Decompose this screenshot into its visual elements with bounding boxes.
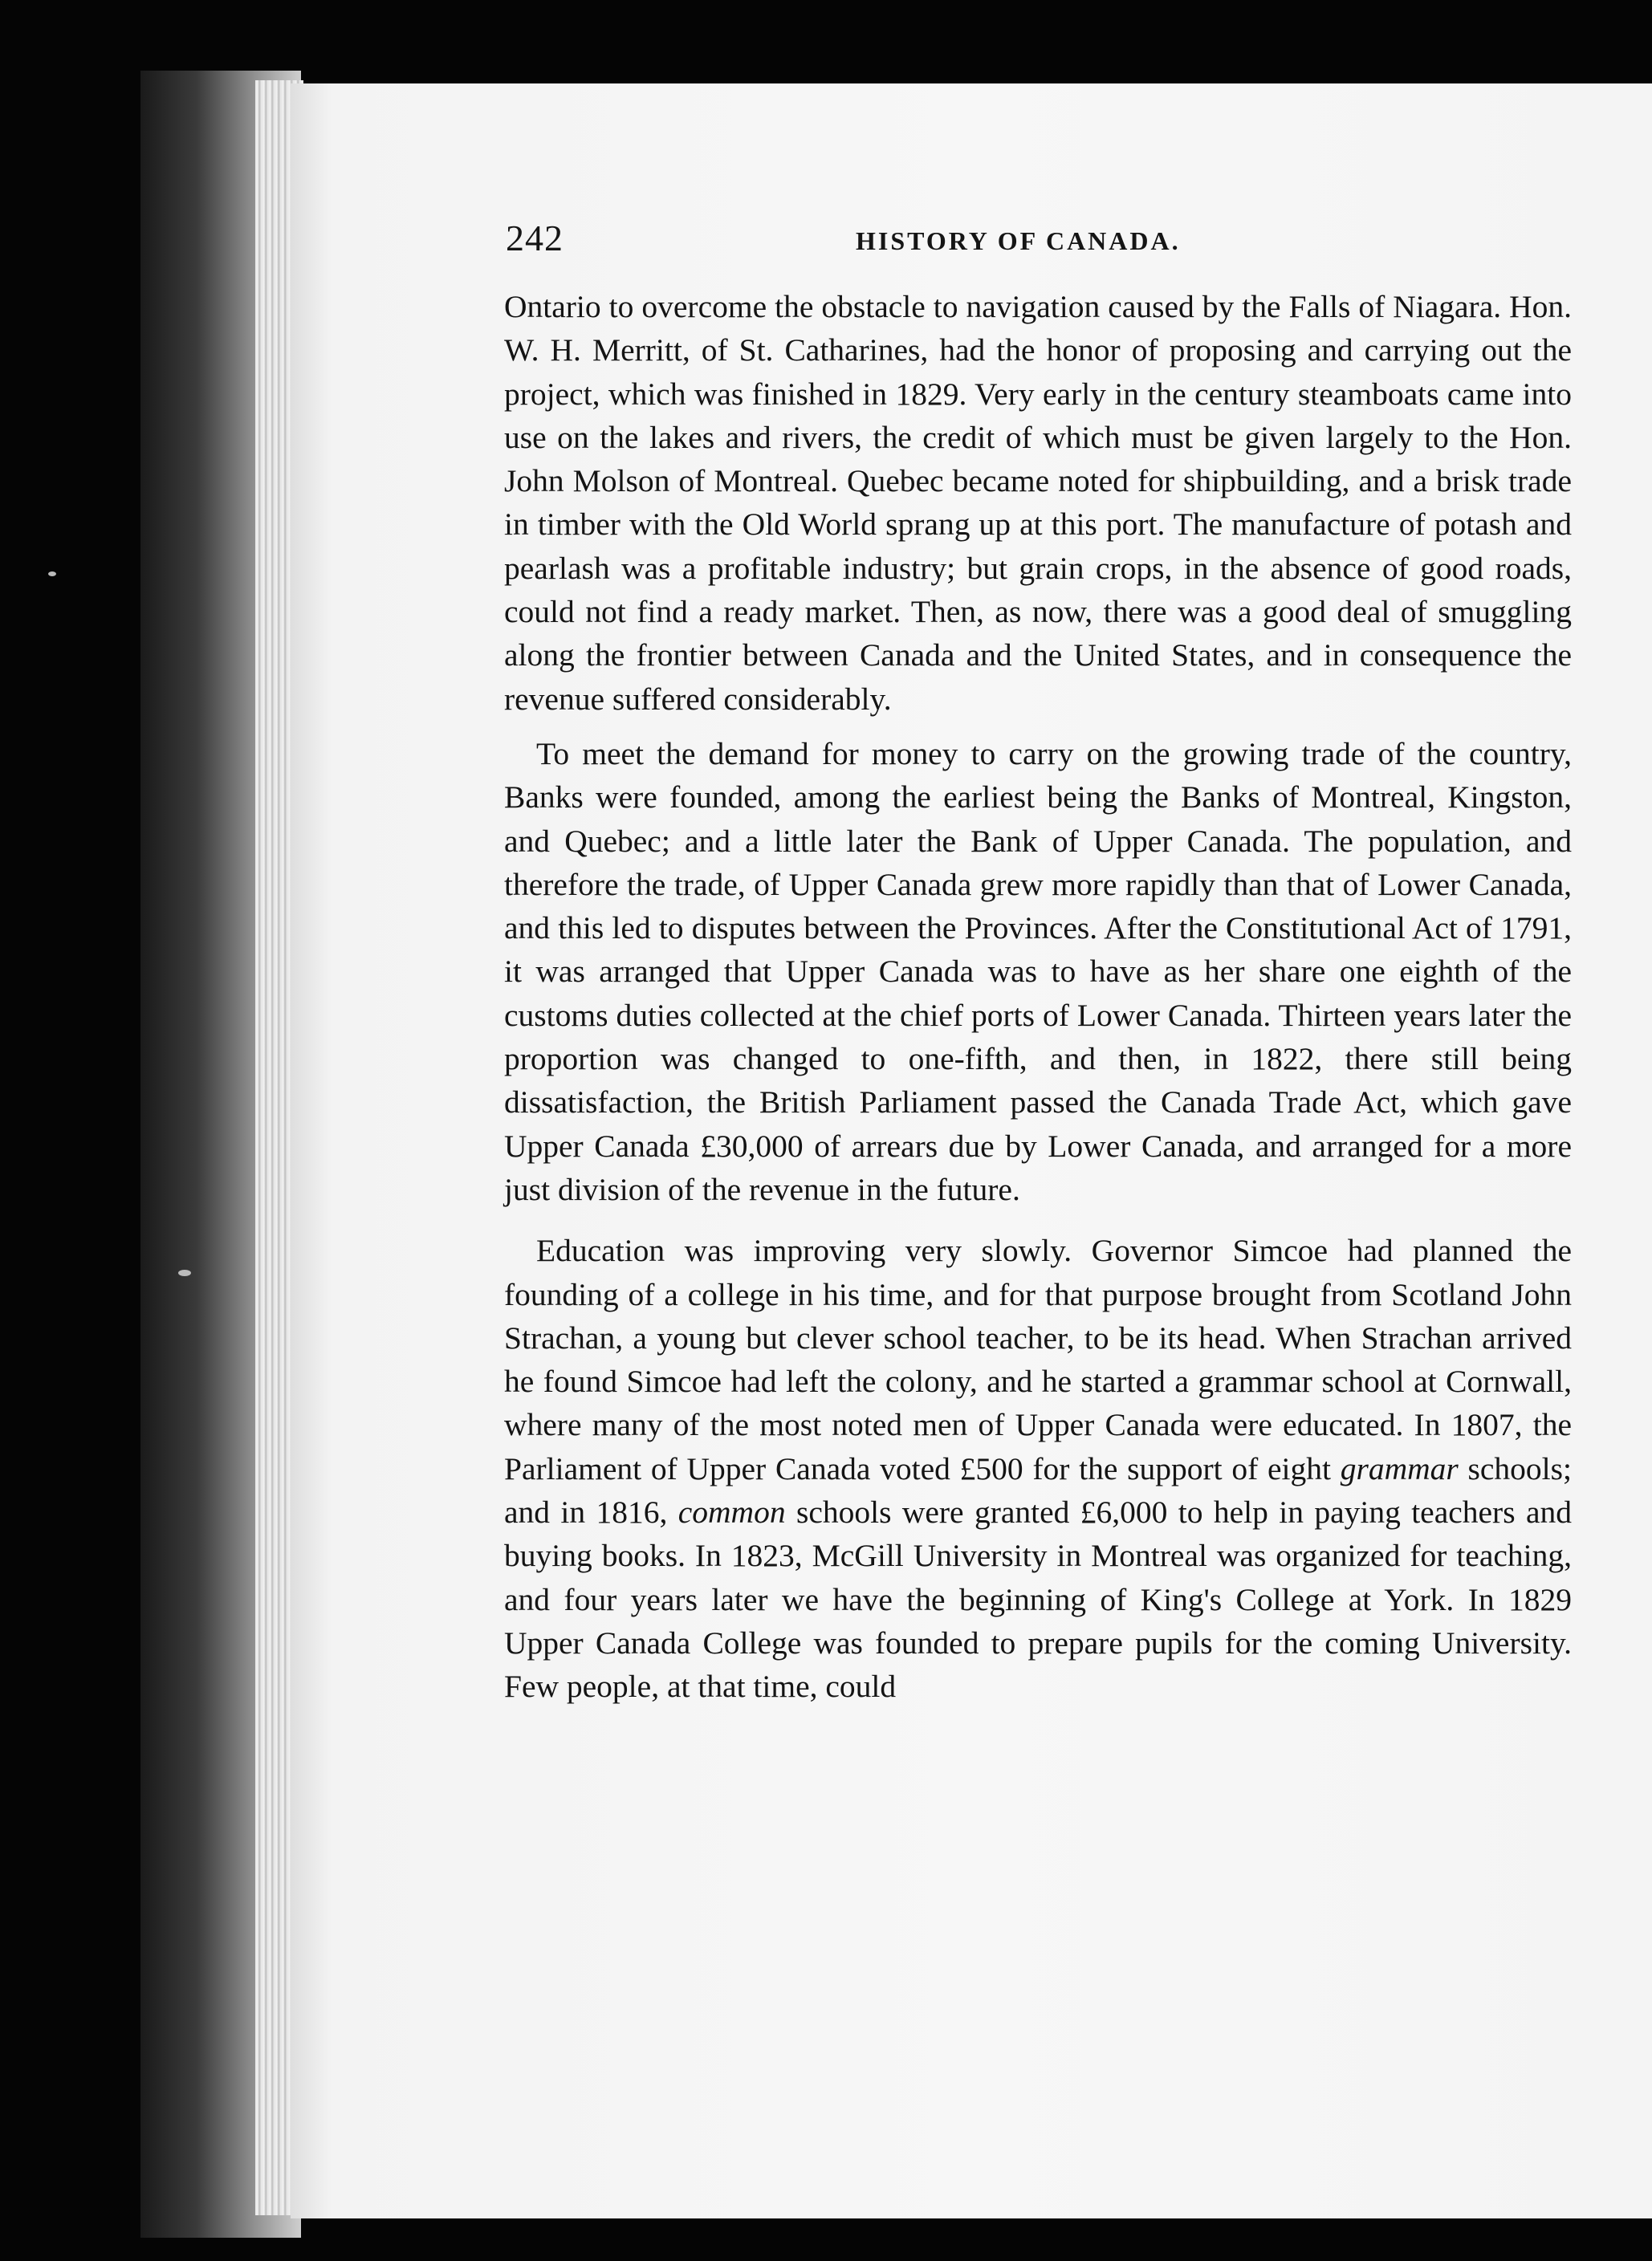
running-head: HISTORY OF CANADA. <box>856 226 1181 255</box>
body-text <box>504 285 1572 1709</box>
paragraph-3-part-a: Education was improving very slowly. Governor Simcoe had planned the founding of a college in his time, and for that purpose brought from Scotland John Strachan, a young but clever school teacher, to be its head. When Strachan arrived he found Simcoe had left the colony, and he started a grammar school at Cornwall, where many of the most noted men of Upper Canada were educated. In 1807, the Parliament of Upper Canada voted £500 for the support of eight <box>504 1233 1572 1486</box>
paragraph-3 <box>504 1229 1572 1708</box>
paragraph-2: To meet the demand for money to carry on the growing trade of the country, Banks were founded, among the earliest being the Banks of Montreal, Kingston, and Quebec; and a little later the Bank of Upper Canada. The population, and therefore the trade, of Upper Canada grew more rapidly than that of Lower Canada, and this led to disputes between the Provinces. After the Constitutional Act of 1791, it was arranged that Upper Canada was to have as her share one eighth of the customs duties collected at the chief ports of Lower Canada. Thirteen years later the proportion was changed to one-fifth, and then, in 1822, there still being dissatisfaction, the British Parliament passed the Canada Trade Act, which gave Upper Canada £30,000 of arrears due by Lower Canada, and arranged for a more just division of the revenue in the future. <box>504 735 1572 1207</box>
italic-grammar: grammar <box>1340 1450 1459 1486</box>
page-header <box>506 217 1573 265</box>
scan-artifact <box>48 571 56 576</box>
paragraph-3-part-b: schools; and in 1816, <box>504 1450 1572 1531</box>
italic-common: common <box>677 1494 786 1531</box>
paragraph-1: Ontario to overcome the obstacle to navigation caused by the Falls of Niagara. Hon. W. H. Merritt, of St. Catharines, had the honor of proposing and carrying out the project, which was finished in 1829. Very early in the century steamboats came into use on the lakes and rivers, the credit of which must be given largely to the Hon. John Molson of Montreal. Quebec became noted for shipbuilding, and a brisk trade in timber with the Old World sprang up at this port. The manufacture of potash and pearlash was a profitable industry; but grain crops, in the absence of good roads, could not find a ready market. Then, as now, there was a good deal of smuggling along the frontier between Canada and the United States, and in consequence the revenue suffered considerably. <box>504 289 1572 717</box>
page-number: 242 <box>506 218 564 258</box>
scan-artifact <box>178 1270 191 1276</box>
paragraph-3-part-c: schools were granted £6,000 to help in paying teachers and buying books. In 1823, McGill University in Montreal was organized for teaching, and four years later we have the beginning of King's College at York. In 1829 Upper Canada College was founded to prepare pupils for the coming University. Few people, at that time, could <box>504 1494 1572 1705</box>
